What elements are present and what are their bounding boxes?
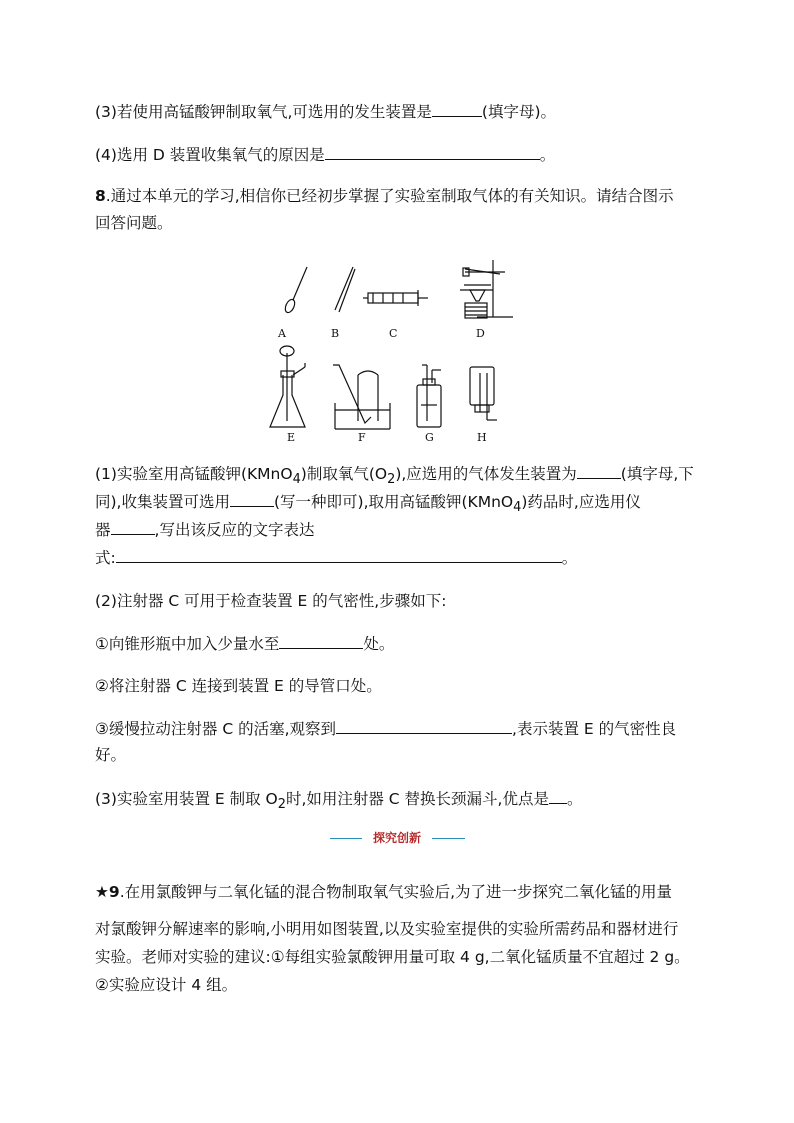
syringe-icon [363,290,428,306]
tweezers-icon [335,267,355,312]
q9-text: 对氯酸钾分解速率的影响,小明用如图装置,以及实验室提供的实验所需药品和器材进行 [95,920,679,938]
label-b: B [331,327,340,340]
question-number: 9 [108,883,120,901]
q8-part3 [95,787,583,816]
collection-bottle-icon [470,367,497,420]
q8-stem-text: .通过本单元的学习,相信你已经初步掌握了实验室制取气体的有关知识。请结合图示 [105,187,674,205]
label-e: E [287,431,296,444]
q9-text: .在用氯酸钾与二氧化锰的混合物制取氧气实验后,为了进一步探究二氧化锰的用量 [119,883,673,901]
apparatus-figure [265,255,525,445]
label-c: C [389,327,398,340]
answer-blank[interactable] [230,490,274,507]
q8-part1-text: )制取氧气(O [300,465,388,483]
q8-stem-text-2: 回答问题。 [95,214,173,232]
q8-part2-text: 好。 [95,746,127,764]
q7-part4-text: (4)选用 D 装置收集氧气的原因是 [95,146,325,164]
medicine-spoon-icon [283,267,307,314]
erlenmeyer-flask-icon [270,346,305,427]
q9-text: ②实验应设计 4 组。 [95,976,238,994]
q8-part3-text: 。 [567,790,583,808]
q8-part2-text: (2)注射器 C 可用于检查装置 E 的气密性,步骤如下: [95,592,447,610]
answer-blank[interactable] [549,787,567,804]
subscript: 4 [292,472,301,488]
q8-part1-text: (写一种即可),取用高锰酸钾(KMnO [273,493,514,511]
q9-line3 [95,946,690,968]
answer-blank[interactable] [279,632,363,649]
divider-rule-right [432,838,465,839]
q8-part3-text: (3)实验室用装置 E 制取 O [95,790,278,808]
q8-stem-line1 [95,185,674,207]
heating-apparatus-icon [460,260,513,318]
label-g: G [425,431,434,444]
answer-blank[interactable] [336,717,512,734]
q9-line2 [95,918,678,940]
q8-part2-step3 [95,717,676,740]
q8-part1-line2 [95,490,641,519]
q7-part3-text: (3)若使用高锰酸钾制取氧气,可选用的发生装置是 [95,103,432,121]
q8-part1-text: 同),收集装置可选用 [95,493,230,511]
q7-part3 [95,100,556,123]
q8-part1-text: ,写出该反应的文字表达 [154,521,315,539]
q9-line4 [95,974,237,996]
q8-part1-text: 。 [561,549,578,567]
q8-part1-text: 器 [95,521,111,539]
q7-part3-suffix: (填字母)。 [481,103,556,121]
section-title: 探究创新 [372,831,421,845]
q8-part1-text: ),应选用的气体发生装置为 [395,465,577,483]
q8-part1-text: 式: [95,549,116,567]
q8-part3-text: 时,如用注射器 C 替换长颈漏斗,优点是 [285,790,549,808]
q8-part2-text: 处。 [363,635,395,653]
q9-text: 实验。老师对实验的建议:①每组实验氯酸钾用量可取 4 g,二氧化锰质量不宜超过 2 g。 [95,948,690,966]
q7-part4-suffix: 。 [539,146,556,164]
label-a: A [278,327,286,340]
answer-blank[interactable] [432,100,482,117]
apparatus-drawing [265,255,525,445]
q8-part1-text: (填字母,下 [620,465,694,483]
subscript: 4 [513,500,522,516]
label-d: D [476,327,485,340]
subscript: 2 [277,797,286,813]
q9-line1 [95,881,672,903]
answer-blank[interactable] [116,546,562,563]
divider-rule-left [330,838,362,839]
q8-part2-step3-cont [95,744,126,766]
answer-blank[interactable] [325,143,540,160]
q8-part2-intro [95,590,446,612]
q8-part1-line1 [95,462,694,491]
q8-part1-text: )药品时,应选用仪 [521,493,641,511]
q8-part2-text: ,表示装置 E 的气密性良 [512,720,677,738]
q8-part2-text: ③缓慢拉动注射器 C 的活塞,观察到 [95,720,337,738]
star-icon: ★ [95,883,109,901]
q8-stem-line2 [95,212,173,234]
q8-part1-text: (1)实验室用高锰酸钾(KMnO [95,465,293,483]
q8-part2-step1 [95,632,394,655]
answer-blank[interactable] [577,462,621,479]
q7-part4 [95,143,555,166]
q8-part1-line3 [95,518,314,541]
label-f: F [358,431,366,444]
water-trough-icon [333,365,390,429]
gas-washing-bottle-icon [417,365,441,427]
q8-part1-line4 [95,546,577,569]
section-divider [330,828,465,850]
label-h: H [477,431,487,444]
answer-blank[interactable] [111,518,155,535]
q8-part2-step2 [95,675,382,697]
subscript: 2 [387,472,396,488]
q8-part2-text: ②将注射器 C 连接到装置 E 的导管口处。 [95,677,382,695]
question-number: 8 [95,187,106,205]
q8-part2-text: ①向锥形瓶中加入少量水至 [95,635,280,653]
